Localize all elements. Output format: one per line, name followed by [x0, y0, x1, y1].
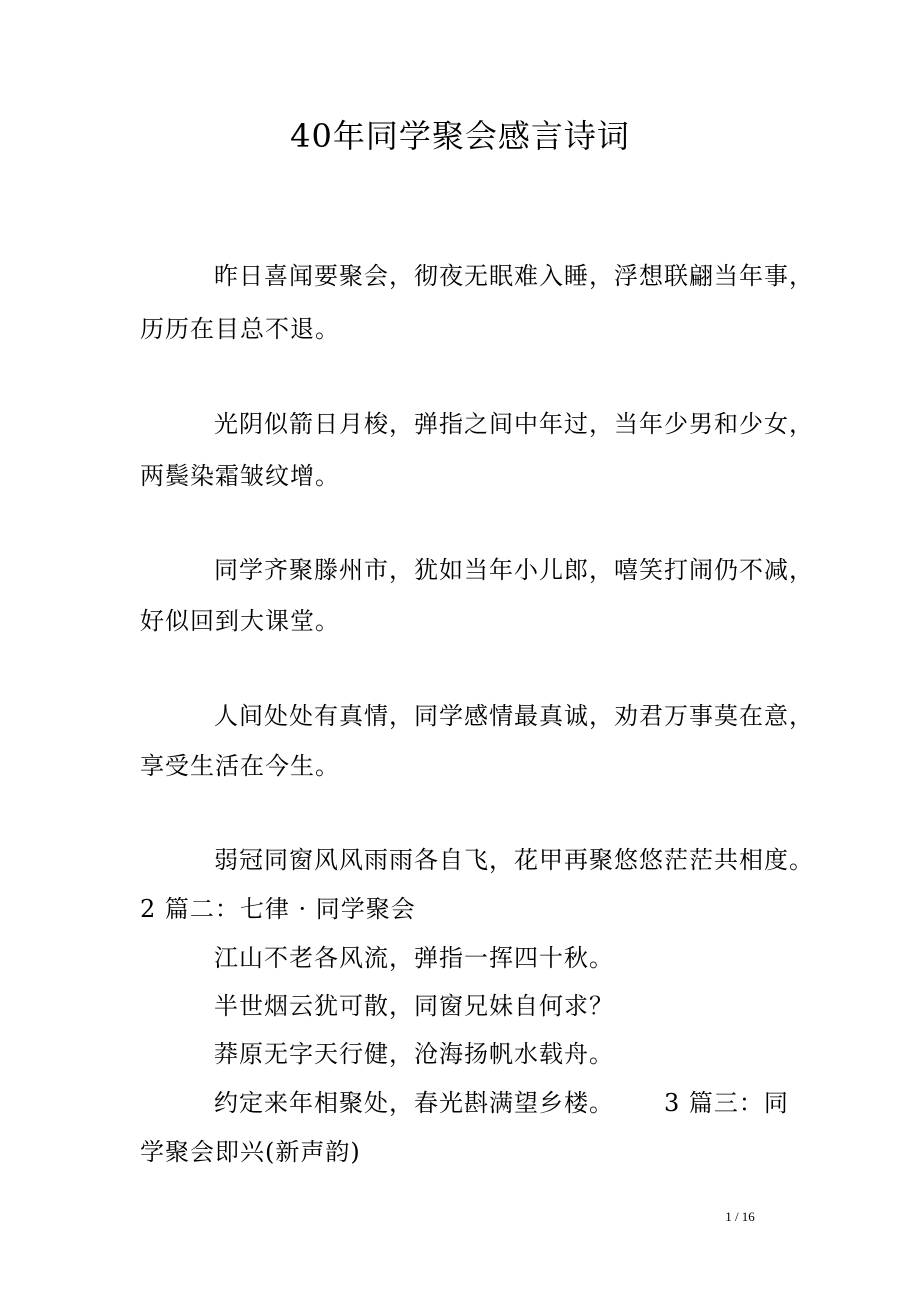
paragraph-3-line-2: 好似回到大课堂。	[140, 607, 340, 635]
poem-line-3: 莽原无字天行健，沧海扬帆水载舟。	[214, 1040, 614, 1068]
couplet-line: 弱冠同窗风风雨雨各自飞，花甲再聚悠悠茫茫共相度。	[214, 846, 814, 874]
paragraph-3-line-1: 同学齐聚滕州市，犹如当年小儿郎，嘻笑打闹仍不减，	[214, 556, 814, 584]
paragraph-2-line-1: 光阴似箭日月梭，弹指之间中年过，当年少男和少女，	[214, 410, 814, 438]
paragraph-2-line-2: 两鬓染霜皱纹增。	[140, 462, 340, 490]
paragraph-4-line-2: 享受生活在今生。	[140, 752, 340, 780]
poem-line-1: 江山不老各风流，弹指一挥四十秋。	[214, 944, 614, 972]
paragraph-4-line-1: 人间处处有真情，同学感情最真诚，劝君万事莫在意，	[214, 702, 814, 730]
paragraph-1-line-1: 昨日喜闻要聚会，彻夜无眠难入睡，浮想联翩当年事，	[214, 262, 814, 290]
section-3-heading-end: 学聚会即兴(新声韵)	[140, 1138, 361, 1166]
paragraph-1-line-2: 历历在目总不退。	[140, 315, 340, 343]
poem-line-2: 半世烟云犹可散，同窗兄妹自何求？	[214, 992, 614, 1020]
document-title: 40年同学聚会感言诗词	[290, 117, 630, 155]
section-2-heading: 2 篇二：七律 · 同学聚会	[140, 895, 416, 923]
section-3-heading-start: 3 篇三：同	[664, 1089, 789, 1117]
page-number: 1 / 16	[725, 1209, 755, 1224]
poem-line-4: 约定来年相聚处，春光斟满望乡楼。	[214, 1089, 614, 1117]
